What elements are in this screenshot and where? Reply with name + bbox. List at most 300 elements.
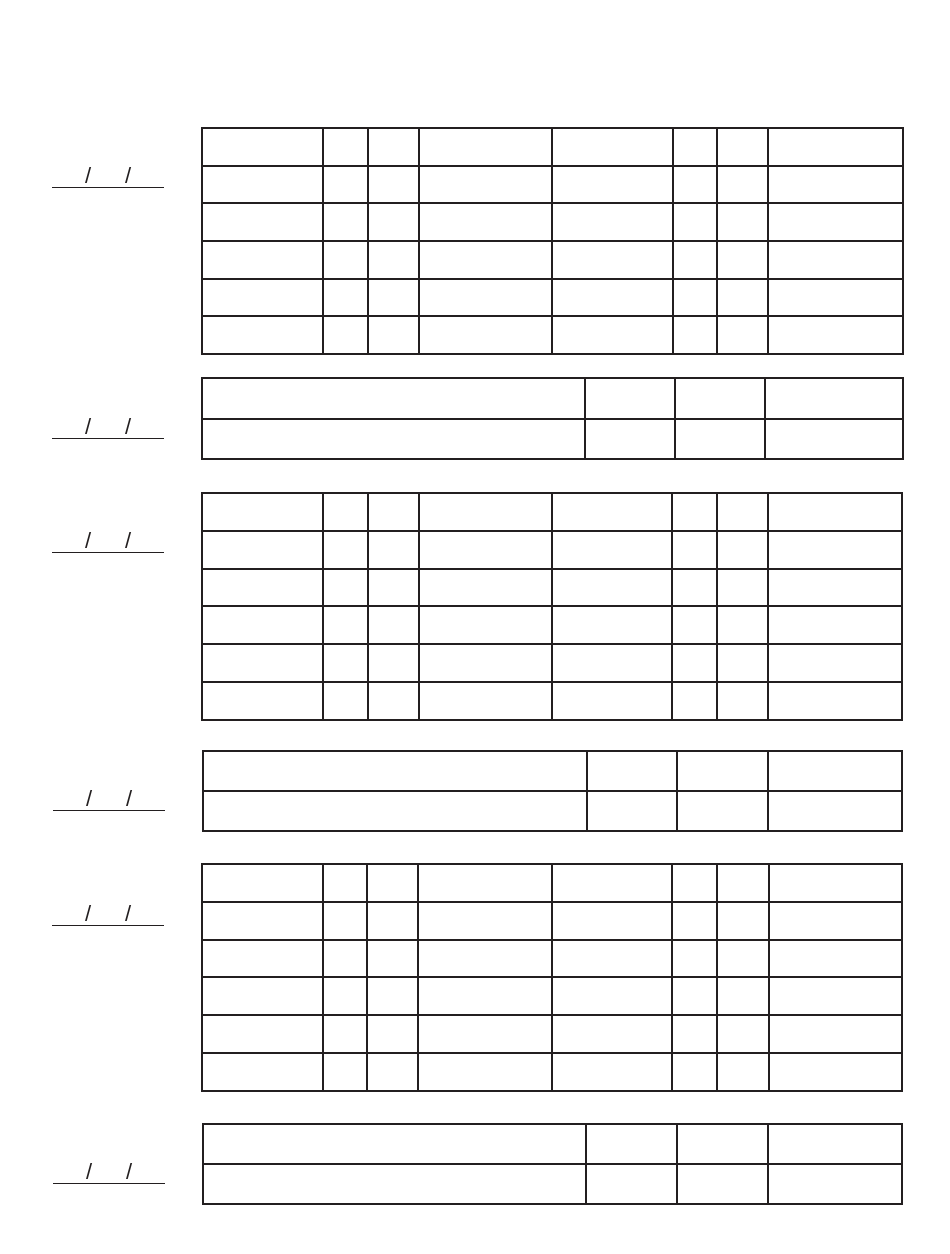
cell-input[interactable] (369, 204, 418, 240)
table-cell[interactable] (368, 279, 419, 317)
cell-input[interactable] (673, 607, 716, 643)
cell-input[interactable] (368, 1054, 417, 1090)
cell-input[interactable] (769, 242, 902, 278)
cell-input[interactable] (369, 280, 418, 316)
table-cell[interactable] (323, 682, 368, 720)
cell-input[interactable] (718, 204, 767, 240)
table-cell[interactable] (323, 241, 368, 279)
table-cell[interactable] (717, 128, 768, 166)
cell-input[interactable] (766, 379, 902, 418)
table-cell[interactable] (419, 316, 552, 354)
cell-input[interactable] (674, 129, 716, 165)
cell-input[interactable] (203, 379, 584, 418)
cell-input[interactable] (553, 645, 671, 681)
table-cell[interactable] (323, 902, 367, 940)
table-cell[interactable] (717, 166, 768, 204)
table-cell[interactable] (768, 531, 902, 569)
cell-input[interactable] (203, 280, 322, 316)
table-cell[interactable] (765, 378, 903, 419)
cell-input[interactable] (368, 941, 417, 977)
cell-input[interactable] (203, 167, 322, 203)
cell-input[interactable] (203, 242, 322, 278)
table-cell[interactable] (202, 940, 323, 978)
cell-input[interactable] (718, 607, 767, 643)
table-cell[interactable] (368, 682, 419, 720)
cell-input[interactable] (674, 204, 716, 240)
table-cell[interactable] (768, 128, 903, 166)
date-field[interactable] (52, 158, 164, 188)
cell-input[interactable] (420, 607, 551, 643)
cell-input[interactable] (769, 317, 902, 353)
cell-input[interactable] (420, 494, 551, 530)
cell-input[interactable] (203, 129, 322, 165)
cell-input[interactable] (368, 978, 417, 1014)
table-cell[interactable] (418, 1053, 552, 1091)
cell-input[interactable] (203, 607, 322, 643)
cell-input[interactable] (324, 645, 367, 681)
cell-input[interactable] (673, 494, 716, 530)
table-cell[interactable] (323, 977, 367, 1015)
table-cell[interactable] (202, 419, 585, 460)
table-cell[interactable] (418, 902, 552, 940)
cell-input[interactable] (369, 129, 418, 165)
cell-input[interactable] (324, 532, 367, 568)
table-cell[interactable] (768, 279, 903, 317)
cell-input[interactable] (324, 941, 366, 977)
cell-input[interactable] (587, 1125, 676, 1163)
cell-input[interactable] (324, 607, 367, 643)
table-cell[interactable] (677, 1124, 768, 1164)
table-cell[interactable] (717, 1053, 769, 1091)
cell-input[interactable] (718, 167, 767, 203)
table-cell[interactable] (323, 203, 368, 241)
cell-input[interactable] (324, 280, 367, 316)
table-cell[interactable] (552, 203, 673, 241)
table-cell[interactable] (585, 419, 675, 460)
table-cell[interactable] (677, 1164, 768, 1204)
table-cell[interactable] (323, 940, 367, 978)
cell-input[interactable] (553, 280, 672, 316)
date-field[interactable] (52, 896, 164, 926)
cell-input[interactable] (553, 978, 671, 1014)
cell-input[interactable] (769, 204, 902, 240)
table-cell[interactable] (418, 977, 552, 1015)
table-cell[interactable] (323, 493, 368, 531)
table-cell[interactable] (202, 977, 323, 1015)
cell-input[interactable] (553, 607, 671, 643)
cell-input[interactable] (203, 317, 322, 353)
cell-input[interactable] (718, 1016, 768, 1052)
table-cell[interactable] (202, 864, 323, 902)
table-cell[interactable] (768, 606, 902, 644)
cell-input[interactable] (718, 570, 767, 606)
cell-input[interactable] (553, 204, 672, 240)
table-cell[interactable] (768, 166, 903, 204)
cell-input[interactable] (769, 1165, 901, 1203)
table-cell[interactable] (202, 531, 323, 569)
table-cell[interactable] (323, 531, 368, 569)
cell-input[interactable] (718, 941, 768, 977)
cell-input[interactable] (419, 865, 551, 901)
cell-input[interactable] (718, 903, 768, 939)
cell-input[interactable] (203, 420, 584, 459)
table-cell[interactable] (419, 493, 552, 531)
cell-input[interactable] (203, 570, 322, 606)
cell-input[interactable] (770, 1054, 901, 1090)
table-cell[interactable] (768, 316, 903, 354)
table-cell[interactable] (419, 279, 552, 317)
cell-input[interactable] (368, 1016, 417, 1052)
table-cell[interactable] (672, 1015, 717, 1053)
table-cell[interactable] (368, 606, 419, 644)
table-cell[interactable] (768, 569, 902, 607)
cell-input[interactable] (203, 1016, 322, 1052)
table-cell[interactable] (203, 1124, 586, 1164)
table-cell[interactable] (552, 316, 673, 354)
table-cell[interactable] (419, 682, 552, 720)
cell-input[interactable] (769, 494, 901, 530)
cell-input[interactable] (368, 903, 417, 939)
cell-input[interactable] (674, 317, 716, 353)
cell-input[interactable] (769, 607, 901, 643)
table-cell[interactable] (552, 128, 673, 166)
table-cell[interactable] (672, 531, 717, 569)
cell-input[interactable] (718, 978, 768, 1014)
cell-input[interactable] (324, 129, 367, 165)
table-cell[interactable] (419, 569, 552, 607)
cell-input[interactable] (769, 167, 902, 203)
cell-input[interactable] (676, 420, 764, 459)
table-cell[interactable] (419, 241, 552, 279)
cell-input[interactable] (588, 752, 676, 790)
cell-input[interactable] (324, 683, 367, 719)
cell-input[interactable] (718, 1054, 768, 1090)
cell-input[interactable] (324, 570, 367, 606)
cell-input[interactable] (204, 752, 586, 790)
cell-input[interactable] (324, 1054, 366, 1090)
cell-input[interactable] (678, 792, 767, 830)
table-cell[interactable] (367, 864, 418, 902)
table-cell[interactable] (368, 493, 419, 531)
table-cell[interactable] (323, 644, 368, 682)
cell-input[interactable] (769, 1125, 901, 1163)
table-cell[interactable] (717, 864, 769, 902)
table-cell[interactable] (672, 1053, 717, 1091)
cell-input[interactable] (769, 532, 901, 568)
table-cell[interactable] (323, 1053, 367, 1091)
table-cell[interactable] (367, 1015, 418, 1053)
table-cell[interactable] (587, 751, 677, 791)
table-cell[interactable] (768, 241, 903, 279)
table-cell[interactable] (419, 128, 552, 166)
cell-input[interactable] (369, 607, 418, 643)
cell-input[interactable] (553, 317, 672, 353)
cell-input[interactable] (769, 683, 901, 719)
cell-input[interactable] (588, 792, 676, 830)
cell-input[interactable] (673, 645, 716, 681)
cell-input[interactable] (770, 978, 901, 1014)
cell-input[interactable] (553, 570, 671, 606)
table-cell[interactable] (768, 644, 902, 682)
cell-input[interactable] (419, 1016, 551, 1052)
table-cell[interactable] (675, 378, 765, 419)
table-cell[interactable] (768, 791, 902, 831)
table-cell[interactable] (768, 682, 902, 720)
table-cell[interactable] (552, 940, 672, 978)
cell-input[interactable] (770, 1016, 901, 1052)
table-cell[interactable] (672, 606, 717, 644)
table-cell[interactable] (323, 316, 368, 354)
cell-input[interactable] (553, 167, 672, 203)
table-cell[interactable] (552, 1015, 672, 1053)
table-cell[interactable] (202, 902, 323, 940)
cell-input[interactable] (673, 1054, 716, 1090)
table-cell[interactable] (323, 569, 368, 607)
cell-input[interactable] (553, 683, 671, 719)
cell-input[interactable] (324, 494, 367, 530)
cell-input[interactable] (678, 1125, 767, 1163)
table-cell[interactable] (552, 279, 673, 317)
table-cell[interactable] (419, 531, 552, 569)
table-cell[interactable] (552, 531, 672, 569)
table-cell[interactable] (367, 902, 418, 940)
table-cell[interactable] (769, 864, 902, 902)
cell-input[interactable] (203, 204, 322, 240)
cell-input[interactable] (770, 903, 901, 939)
cell-input[interactable] (769, 570, 901, 606)
cell-input[interactable] (324, 204, 367, 240)
cell-input[interactable] (769, 645, 901, 681)
table-cell[interactable] (368, 128, 419, 166)
cell-input[interactable] (420, 167, 551, 203)
table-cell[interactable] (323, 864, 367, 902)
cell-input[interactable] (673, 941, 716, 977)
table-cell[interactable] (586, 1124, 677, 1164)
cell-input[interactable] (553, 1016, 671, 1052)
date-field[interactable] (53, 781, 165, 811)
cell-input[interactable] (718, 280, 767, 316)
table-cell[interactable] (323, 279, 368, 317)
table-cell[interactable] (368, 644, 419, 682)
table-cell[interactable] (717, 569, 768, 607)
table-cell[interactable] (552, 682, 672, 720)
table-cell[interactable] (202, 241, 323, 279)
table-cell[interactable] (323, 128, 368, 166)
cell-input[interactable] (718, 865, 768, 901)
cell-input[interactable] (324, 1016, 366, 1052)
cell-input[interactable] (769, 280, 902, 316)
table-cell[interactable] (418, 864, 552, 902)
cell-input[interactable] (203, 1054, 322, 1090)
table-cell[interactable] (717, 606, 768, 644)
cell-input[interactable] (586, 420, 674, 459)
table-cell[interactable] (585, 378, 675, 419)
table-cell[interactable] (673, 128, 717, 166)
cell-input[interactable] (203, 865, 322, 901)
cell-input[interactable] (673, 865, 716, 901)
cell-input[interactable] (324, 317, 367, 353)
table-cell[interactable] (552, 166, 673, 204)
table-cell[interactable] (717, 203, 768, 241)
table-cell[interactable] (765, 419, 903, 460)
table-cell[interactable] (717, 1015, 769, 1053)
cell-input[interactable] (769, 752, 901, 790)
table-cell[interactable] (202, 569, 323, 607)
cell-input[interactable] (204, 792, 586, 830)
table-cell[interactable] (552, 1053, 672, 1091)
table-cell[interactable] (672, 682, 717, 720)
table-cell[interactable] (677, 791, 768, 831)
table-cell[interactable] (367, 940, 418, 978)
cell-input[interactable] (420, 683, 551, 719)
table-cell[interactable] (419, 644, 552, 682)
cell-input[interactable] (420, 204, 551, 240)
cell-input[interactable] (553, 532, 671, 568)
cell-input[interactable] (718, 532, 767, 568)
cell-input[interactable] (766, 420, 902, 459)
cell-input[interactable] (553, 903, 671, 939)
cell-input[interactable] (553, 242, 672, 278)
table-cell[interactable] (587, 791, 677, 831)
cell-input[interactable] (553, 129, 672, 165)
table-cell[interactable] (672, 569, 717, 607)
table-cell[interactable] (672, 864, 717, 902)
table-cell[interactable] (673, 279, 717, 317)
cell-input[interactable] (420, 317, 551, 353)
cell-input[interactable] (369, 494, 418, 530)
table-cell[interactable] (552, 493, 672, 531)
table-cell[interactable] (672, 493, 717, 531)
cell-input[interactable] (769, 129, 902, 165)
table-cell[interactable] (368, 241, 419, 279)
cell-input[interactable] (203, 683, 322, 719)
cell-input[interactable] (770, 865, 901, 901)
table-cell[interactable] (673, 316, 717, 354)
table-cell[interactable] (717, 682, 768, 720)
cell-input[interactable] (420, 570, 551, 606)
cell-input[interactable] (674, 280, 716, 316)
cell-input[interactable] (368, 865, 417, 901)
table-cell[interactable] (323, 166, 368, 204)
cell-input[interactable] (203, 532, 322, 568)
table-cell[interactable] (368, 569, 419, 607)
table-cell[interactable] (552, 864, 672, 902)
date-field[interactable] (52, 523, 164, 553)
table-cell[interactable] (717, 316, 768, 354)
cell-input[interactable] (369, 683, 418, 719)
table-cell[interactable] (367, 977, 418, 1015)
table-cell[interactable] (586, 1164, 677, 1204)
cell-input[interactable] (419, 941, 551, 977)
table-cell[interactable] (769, 902, 902, 940)
cell-input[interactable] (419, 903, 551, 939)
table-cell[interactable] (672, 940, 717, 978)
cell-input[interactable] (676, 379, 764, 418)
cell-input[interactable] (419, 1054, 551, 1090)
table-cell[interactable] (672, 977, 717, 1015)
cell-input[interactable] (769, 792, 901, 830)
table-cell[interactable] (202, 644, 323, 682)
table-cell[interactable] (673, 241, 717, 279)
table-cell[interactable] (769, 977, 902, 1015)
cell-input[interactable] (678, 1165, 767, 1203)
cell-input[interactable] (673, 683, 716, 719)
table-cell[interactable] (202, 1015, 323, 1053)
cell-input[interactable] (673, 903, 716, 939)
table-cell[interactable] (368, 166, 419, 204)
cell-input[interactable] (203, 978, 322, 1014)
table-cell[interactable] (202, 378, 585, 419)
table-cell[interactable] (418, 940, 552, 978)
table-cell[interactable] (717, 940, 769, 978)
table-cell[interactable] (418, 1015, 552, 1053)
table-cell[interactable] (323, 606, 368, 644)
cell-input[interactable] (420, 129, 551, 165)
cell-input[interactable] (420, 532, 551, 568)
table-cell[interactable] (367, 1053, 418, 1091)
table-cell[interactable] (552, 644, 672, 682)
cell-input[interactable] (673, 532, 716, 568)
cell-input[interactable] (324, 903, 366, 939)
cell-input[interactable] (674, 242, 716, 278)
cell-input[interactable] (678, 752, 767, 790)
cell-input[interactable] (586, 379, 674, 418)
table-cell[interactable] (769, 1053, 902, 1091)
cell-input[interactable] (204, 1125, 585, 1163)
table-cell[interactable] (203, 1164, 586, 1204)
cell-input[interactable] (369, 570, 418, 606)
table-cell[interactable] (675, 419, 765, 460)
table-cell[interactable] (717, 977, 769, 1015)
table-cell[interactable] (202, 279, 323, 317)
cell-input[interactable] (324, 242, 367, 278)
cell-input[interactable] (770, 941, 901, 977)
cell-input[interactable] (587, 1165, 676, 1203)
cell-input[interactable] (673, 1016, 716, 1052)
table-cell[interactable] (717, 493, 768, 531)
cell-input[interactable] (673, 570, 716, 606)
table-cell[interactable] (717, 644, 768, 682)
table-cell[interactable] (717, 279, 768, 317)
cell-input[interactable] (369, 532, 418, 568)
table-cell[interactable] (368, 316, 419, 354)
table-cell[interactable] (202, 493, 323, 531)
cell-input[interactable] (324, 167, 367, 203)
table-cell[interactable] (552, 569, 672, 607)
cell-input[interactable] (203, 645, 322, 681)
cell-input[interactable] (674, 167, 716, 203)
cell-input[interactable] (420, 645, 551, 681)
table-cell[interactable] (768, 751, 902, 791)
table-cell[interactable] (323, 1015, 367, 1053)
cell-input[interactable] (718, 242, 767, 278)
cell-input[interactable] (718, 129, 767, 165)
cell-input[interactable] (420, 242, 551, 278)
table-cell[interactable] (202, 316, 323, 354)
cell-input[interactable] (553, 1054, 671, 1090)
table-cell[interactable] (552, 977, 672, 1015)
cell-input[interactable] (369, 167, 418, 203)
cell-input[interactable] (369, 317, 418, 353)
table-cell[interactable] (677, 751, 768, 791)
cell-input[interactable] (553, 494, 671, 530)
table-cell[interactable] (203, 751, 587, 791)
cell-input[interactable] (324, 865, 366, 901)
table-cell[interactable] (202, 1053, 323, 1091)
cell-input[interactable] (204, 1165, 585, 1203)
cell-input[interactable] (673, 978, 716, 1014)
table-cell[interactable] (202, 128, 323, 166)
